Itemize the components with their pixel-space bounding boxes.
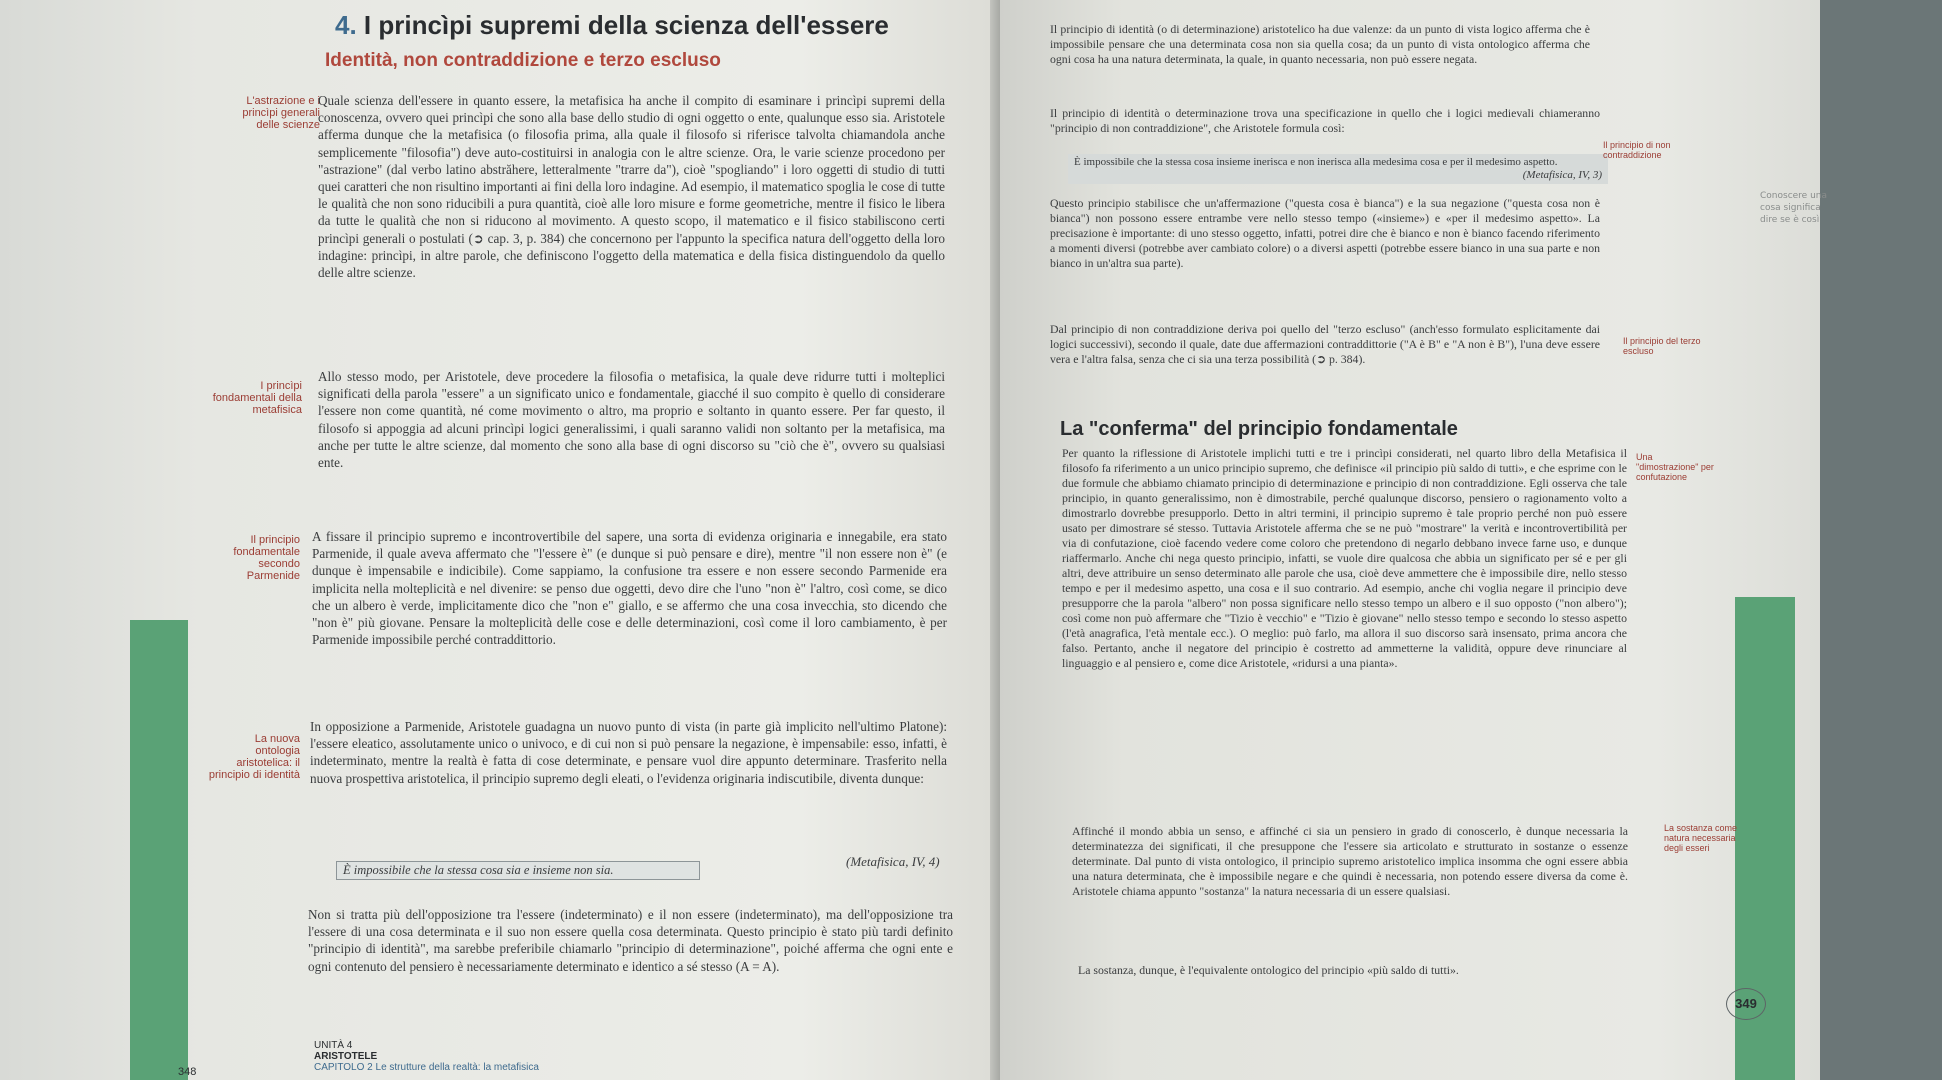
paragraph-principi-logici: Allo stesso modo, per Aristotele, deve procedere la filosofia o metafisica, la quale deve ridurre tutti i molteplici significati della parola "essere" a un significato unico e fondamentale, giacché il suo compito è quello di considerare l'essere non come quantità, né come movimento o altro, ma proprio e soltanto in quanto essere. Per far questo, il filosofo si appoggia ad alcuni princìpi logici generalissimi, i quali saranno validi non soltanto per la metafisica, ma anche per tutte le altre scienze, dal momento che sono alla base di ogni discorso su "ciò che è", ovvero su qualsiasi ente. — [318, 369, 945, 471]
margin-note-principi-metafisica: I princìpi fondamentali della metafisica — [212, 380, 302, 416]
quote-non-contraddizione-text: È impossibile che la stessa cosa insieme inerisca e non inerisca alla medesima cosa e per il medesimo aspetto. — [1074, 156, 1558, 168]
page-number-left: 348 — [178, 1066, 197, 1078]
left-edge-tab — [130, 620, 188, 1080]
paragraph-non-contraddizione-intro: Il principio di identità o determinazione trova una specificazione in quello che i logici medievali chiameranno "principio di non contraddizione", che Aristotele formula così: — [1050, 106, 1600, 135]
paragraph-conferma: Per quanto la riflessione di Aristotele implichi tutti e tre i princìpi considerati, nel quarto libro della Metafisica il filosofo fa riferimento a un unico principio supremo, che definisce «il principio più saldo di tutti», e che esprime con le due formule che abbiamo chiamato principio di determinazione e principio di non contraddizione. Egli osserva che tale principio, in quanto generalissimo, non è dimostrabile, perché qualunque discorso, pensiero o ragionamento volto a dimostrarlo dovrebbe presupporlo. Detto in altri termini, il principio supremo è tale proprio perché non può essere usato per dimostrare sé stesso. Tuttavia Aristotele afferma che se ne può "mostrare" la verità e incontrovertibilità per via di confutazione, cioè facendo vedere come coloro che pretendono di negarlo debbano invece farne uso, e dunque riaffermarlo. Anche chi nega questo principio, infatti, se vuole dire qualcosa che abbia un significato per sé e per gli altri, deve attribuire un senso determinato alle parole che usa, cioè deve ammettere che è impossibile dire, nello stesso tempo e per il medesimo aspetto, una cosa e il suo contrario. Ad esempio, anche chi voglia negare il principio deve presupporre che la parola "albero" non possa significare nello stesso tempo un albero e il suo opposto ("non albero"); così come non può affermare che "Tizio è vecchio" e "Tizio è giovane" nello stesso tempo e secondo lo stesso aspetto (l'età anagrafica, l'età mentale ecc.). O meglio: può farlo, ma allora il suo discorso sarà insensato, prima ancora che falso. Pertanto, anche il negatore del principio è costretto ad ammetterne la validità, oppure deve rinunciare al linguaggio e al pensiero e, come dice Aristotele, «ridursi a una pianta». — [1062, 446, 1627, 670]
paragraph-sostanza: Affinché il mondo abbia un senso, e affinché ci sia un pensiero in grado di conoscerlo, è dunque necessaria la determinatezza dei significati, il che presuppone che l'essere sia articolato e strutturato in sostanze o essenze determinate. Dal punto di vista ontologico, il principio supremo aristotelico implica insomma che ogni essere abbia una natura determinata, che è impossibile negare e che quindi è necessaria, non potendo essere diversa da come è. Aristotele chiama appunto "sostanza" la natura necessaria di un essere qualsiasi. — [1072, 824, 1628, 898]
paragraph-conclusione: La sostanza, dunque, è l'equivalente ontologico del principio «più saldo di tutti». — [1078, 963, 1459, 977]
page-number-right: 349 — [1726, 988, 1766, 1020]
footer-unit: UNITÀ 4 — [314, 1040, 353, 1051]
quote-source-right: (Metafisica, IV, 3) — [1522, 169, 1602, 181]
paragraph-valenze: Il principio di identità (o di determinazione) aristotelico ha due valenze: da un punto di vista logico afferma che è impossibile pensare che una determinata cosa non sia quella cosa; da un punto di vista ontologico afferma che ogni cosa ha una natura determinata, la quale, in quanto necessaria, non può essere negata. — [1050, 22, 1590, 66]
margin-note-sostanza: La sostanza come natura necessaria degli esseri — [1664, 823, 1738, 853]
quote-principio-identita: È impossibile che la stessa cosa sia e insieme non sia. — [336, 861, 700, 880]
margin-note-astrazione: L'astrazione e i princìpi generali delle scienze — [242, 95, 320, 131]
page-footer-left — [314, 1040, 539, 1073]
chapter-title — [335, 10, 889, 41]
quote-source-left: (Metafisica, IV, 4) — [846, 854, 940, 869]
handwritten-note: Conoscere una cosa significa dire se è così — [1760, 191, 1827, 225]
margin-note-ontologia: La nuova ontologia aristotelica: il principio di identità — [208, 733, 300, 781]
margin-note-parmenide: Il principio fondamentale secondo Parmenide — [233, 534, 300, 582]
paragraph-parmenide: A fissare il principio supremo e incontrovertibile del sapere, una sorta di evidenza originaria e innegabile, era stato Parmenide, il quale aveva affermato che "l'essere è" (e dunque si può pensare e dire), mentre "il non essere non è" (e dunque è impensabile e indicibile). Come sappiamo, la confusione tra essere e non essere secondo Parmenide era implicita nella molteplicità e nel divenire: se penso due oggetti, devo dire che l'uno "non è" l'altro, così come, se dico che un albero è verde, implicitamente dico che "non e" giallo, e se affermo che una cosa invecchia, sto dicendo che "non è" più giovane. Pensare la molteplicità delle cose e delle determinazioni, così come il loro cambiamento, è per Parmenide impossibile perché contraddittorio. — [312, 529, 947, 648]
margin-note-dimostrazione: Una "dimostrazione" per confutazione — [1636, 452, 1714, 482]
paragraph-principio-identita: Non si tratta più dell'opposizione tra l'essere (indeterminato) e il non essere (indeterminato), ma dell'opposizione tra l'essere di una cosa determinata e il suo non essere quella cosa determinata. Questo principio è stato più tardi definito "principio di identità", ma sarebbe preferibile chiamarlo "principio di determinazione", poiché afferma che ogni ente e ogni contenuto del pensiero è necessariamente determinato e identico a sé stesso (A = A). — [308, 907, 953, 974]
section-subtitle: Identità, non contraddizione e terzo escluso — [325, 50, 721, 71]
section-title-conferma: La "conferma" del principio fondamentale — [1060, 418, 1458, 440]
paragraph-affermazione-negazione: Questo principio stabilisce che un'affermazione ("questa cosa è bianca") e la sua negazione ("questa cosa non è bianca") non possono essere entrambe vere nello stesso tempo («insieme») e «per il medesimo aspetto». La precisazione è importante: di uno stesso oggetto, infatti, potrei dire che è bianco e non è bianco facendo riferimento a momenti diversi (potrebbe aver cambiato colore) o a diversi aspetti (potrebbe essere bianco in una sua parte e non bianco in un'altra sua parte). — [1050, 196, 1600, 270]
margin-note-non-contraddizione: Il principio di non contraddizione — [1603, 140, 1671, 160]
margin-note-terzo-escluso: Il principio del terzo escluso — [1623, 336, 1701, 356]
background-surface — [1820, 0, 1942, 1080]
footer-chapter: CAPITOLO 2 Le strutture della realtà: la metafisica — [314, 1062, 539, 1073]
chapter-title-text: I princìpi supremi della scienza dell'essere — [363, 10, 889, 40]
paragraph-nuova-ontologia: In opposizione a Parmenide, Aristotele guadagna un nuovo punto di vista (in parte già implicito nell'ultimo Platone): l'essere eleatico, assolutamente unico o univoco, e di cui non si può pensare la negazione, è impensabile: esso, infatti, è indeterminato, mentre la realtà è fatta di cose determinate, e pensare vuol dire appunto determinare. Trasferito nella nuova prospettiva aristotelica, il principio supremo degli eleati, o l'evidenza originaria indiscutibile, diventa dunque: — [310, 719, 947, 786]
footer-author: ARISTOTELE — [314, 1051, 378, 1062]
quote-non-contraddizione — [1068, 154, 1608, 184]
paragraph-astrazione: Quale scienza dell'essere in quanto essere, la metafisica ha anche il compito di esaminare i princìpi supremi della conoscenza, ovvero quei princìpi che sono alla base dello studio di ogni oggetto o ente, qualunque esso sia. Aristotele afferma dunque che la metafisica (o filosofia prima, alla quale il filosofo si riferisce talvolta chiamandola anche semplicemente "filosofia") deve auto-costituirsi in analogia con le altre scienze. Ora, le varie scienze procedono per "astrazione" (dal verbo latino abstrăhere, letteralmente "trarre da"), cioè "spogliando" i loro oggetti di studio di tutti quei caratteri che non risultino importanti ai fini della loro indagine. Ad esempio, il matematico spoglia le cose di tutte le qualità che non sono riducibili a pura quantità, cioè alle loro misure e forme geometriche, mentre il fisico le libera da tutte le qualità che non si riducono al movimento. A questo scopo, il matematico e il fisico stabiliscono certi princìpi generali o postulati (➲ cap. 3, p. 384) che concernono per l'appunto la specifica natura dell'oggetto della loro indagine: princìpi, in altre parole, che definiscono l'oggetto della matematica e della fisica distinguendolo da quello delle altre scienze. — [318, 93, 945, 281]
paragraph-terzo-escluso: Dal principio di non contraddizione deriva poi quello del "terzo escluso" (anch'esso formulato esplicitamente dai logici successivi), secondo il quale, date due affermazioni contraddittorie ("A è B" e "A non è B"), l'una deve essere vera e l'altra falsa, senza che ci sia una terza possibilità (➲ p. 384). — [1050, 322, 1600, 366]
chapter-number: 4. — [335, 10, 357, 40]
